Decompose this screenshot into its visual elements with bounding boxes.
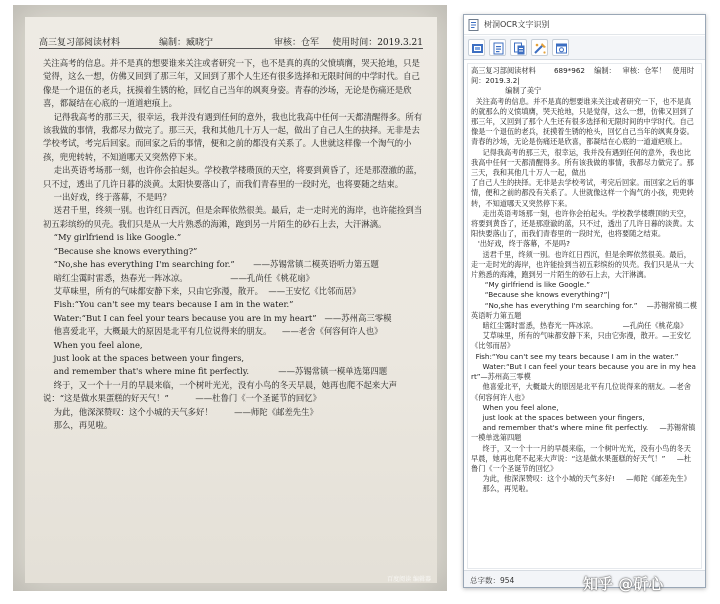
word-count-status: 总字数：954 [470,576,515,585]
copy-icon [512,41,527,56]
ocr-text-line: 暗红尘霭时雷悉，热春光一阵冰凉。 —孔尚任《桃花扇》 [471,321,688,331]
document-paragraph: 那么，再见啦。 [43,419,113,430]
document-paragraph: “No,she has everything I'm searching for.” ——苏锡常镇二模英语听力第五题 [43,259,379,270]
document-paragraph: 暗红尘霭时雷悉，热春光一阵冰凉。 ——孔尚任《桃花扇》 [43,272,314,283]
document-paragraph: 艾草味里，所有的气味都安静下来，只由它弥漫，散开。 ——王安忆《比邻而居》 [43,285,361,296]
header-date: 使用时间：2019.3.21 [332,38,423,48]
ocr-text-line: “My girlfriend is like Google.” [471,280,590,290]
ocr-text-line: 他喜爱北平，大概最大的原因是北平有几位说得来的朋友。—老舍《何容何许人也》 [471,382,691,402]
ocr-window [463,14,706,588]
ocr-text-line: “No,she has everything I'm searching for.” —苏锡常镇二模英语听力第五题 [471,300,697,320]
screenshot-button[interactable] [468,39,485,56]
ocr-text-line: 关注高考的信息。并不是真的想要谁来关注或者研究一下，也不是真的就那么的义愤填膺，哭天抢地，只是觉得，这么一想，仿佛又回到了那三年，又回到了那个人生还有很多选择和无限时间的中学时代。自己像是一个退伍的老兵，抚摸着生锈的枪头，回忆自己当年的飒爽身姿。青春的沙场，无论是伤痛还是欣喜，都凝结在心底的一道道疤痕上。 [471,96,694,147]
ocr-text-line: 终于，又一个十一月的早晨来临，一个树叶光光，没有小鸟的冬天早晨，她再也爬不起来大声说：“这是做水果蛋糕的好天气！” —杜鲁门《一个圣诞节的回忆》 [471,443,692,473]
document-paragraph: “Because she knows everything?” [43,245,198,256]
ocr-text-line: 走出英语考场那一刻，也许你会拍起头。学校教学楼瓒顶的天空，将要到黄昏了，还是那澄澈的蓝，只不过，透出了几许日暮的淡黄。太阳快要落山了，而我们青春里的一段时光，也将要随之结束。 [471,208,694,239]
settings-button[interactable] [552,39,569,56]
ocr-text-line: When you feel alone, [471,402,559,412]
ocr-result-textarea[interactable] [467,63,702,569]
ocr-result-text [468,64,701,497]
scanned-document-photo [13,5,447,591]
translate-button[interactable] [531,39,548,56]
toolbar [464,36,705,60]
header-reviewer: 审核：仓军 [274,38,320,48]
site-watermark: 知乎 @斫心 [583,575,664,593]
document-paragraph: 为此，他深深赞叹：这个小城的天气多好！ ——师陀《邮差先生》 [43,406,318,417]
photo-watermark: 百度阅读 编辑器 [387,576,431,583]
app-icon [468,19,480,31]
ocr-text-line: 那么，再见啦。 [471,484,533,494]
ocr-text-line: 编制了美宁 [471,86,542,96]
ocr-text-line: 记得我高考的那三天，很幸运，我并没有遇到任何的意外，我也比我高中任何一天都清醒得多。所有该我做的事情，我都尽力做完了。那三天，我和其他几十万人一起，做出 [471,147,694,178]
document-paragraph: Water:“But I can feel your tears because you are in my heart” ——苏州高三零模 [43,312,392,323]
document-paragraph: 关注高考的信息。并不是真的想要谁来关注或者研究一下，也不是真的真的父愤填膺，哭天抢地，只是觉得，这么一想，仿佛又回到了那三年，又回到了那个人生还有很多选择和无限时间的中学时代。自己像是一个退伍的老兵，抚摸着生锈的枪，回忆自己当年的飒爽身姿。青春的沙场，无论是伤痛还是欣喜，都凝结在心底的一道道疤痕上。 [43,58,420,109]
ocr-text-line: Fish:“You can't see my tears because I am in the water.” [471,351,679,361]
document-paragraph: and remember that's where mine fit perfectly. ——苏锡常镇一模单选第四题 [43,366,388,377]
ocr-text-line: and remember that's where mine fit perfectly. —苏锡常镇一模单选第四题 [471,423,696,443]
title-bar[interactable] [464,15,705,35]
ocr-text-line: “Because she knows everything?”| [471,290,610,300]
document-paragraph: 记得我高考的那三天，很幸运，我并没有遇到任何的意外，我也比我高中任何一天都清醒得多。所有该我做的事情，我都尽力做完了。那三天，我和其他几十万人一起，做出了自己人生的抉择。无非是去学校考试，考完后回家。而回家之后的事情，便和之前的都没有关系了。人世就这样像一个淘气的小孩，兜兜转转，不知道哪天又突然停下来。 [43,111,423,162]
document-paragraph: Fish:“You can't see my tears because I am in the water.” [43,299,294,310]
document-page [25,17,437,583]
ocr-text-line: 高三复习部阅读材料 689*962 编制： 审核：仓军！ 使用时间：2019.3.2| [471,66,695,86]
header-title: 高三复习部阅读材料 [39,38,121,48]
screenshot-icon [470,41,485,56]
ocr-text-line: '出好戏，终于落幕，不是吗? [471,239,570,249]
document-paragraph: 走出英语考场那一刻，也许你会拍起头。学校教学楼瓒顶的天空，将要到黄昏了，还是那澄澈的蓝，只不过，透出了几许日暮的淡黄。太阳快要落山了，而我们青春里的一段时光，也将要随之结束。 [43,165,423,189]
document-body [43,57,423,573]
header-editor: 编制：臧晓宁 [159,38,214,48]
ocr-text-line: 了自己人生的抉择。无非是去学校考试，考完后回家。而回家之后的事情，便和之前的都没有关系了。人世就像这样一个淘气的小孩，兜兜转转，不知道哪天又突然停下来。 [471,178,694,208]
open-image-button[interactable] [489,39,506,56]
window-title: 树洞OCR文字识别 [484,20,550,29]
translate-icon [533,41,548,56]
ocr-text-line: 为此，他深深赞叹：这个小城的天气多好! —师陀《邮差先生》 [471,474,691,484]
document-paragraph: When you feel alone, [43,339,143,350]
open-image-icon [491,41,506,56]
document-paragraph: 送君千里，终须一别。也许红日西沉，但是余晖依然很美。最后，走一走时光的海岸，也许能捡到当初五彩缤纷的贝壳。我们只是从一大片熟悉的海滩，跑到另一片陌生的砂石上去，大汗淋漓。 [43,205,423,229]
copy-button[interactable] [510,39,527,56]
ocr-text-line: just look at the spaces between your fingers, [471,412,645,422]
document-paragraph: just look at the spaces between your fingers, [43,352,245,363]
settings-icon [554,41,569,56]
document-header [39,27,423,49]
document-paragraph: 他喜爱北平，大概最大的原因是北平有几位说得来的朋友。 ——老舍《何容何许人也》 [43,326,383,337]
ocr-text-line: 送君千里，终须一别。也许红日西沉，但是余晖依然很美。最后，走一走时光的海岸，也许能捡到当初五彩缤纷的贝壳。我们只是从一大片熟悉的海滩，跑到另一片陌生的砂石上去，大汗淋漓。 [471,249,694,280]
document-paragraph: 一出好戏，终于落幕，不是吗？ [43,192,171,203]
document-paragraph: “My girlfriend is like Google.” [43,232,182,243]
document-paragraph: 终于，又一个十一月的早晨来临，一个树叶光光，没有小鸟的冬天早晨，她再也爬不起来大声说：“这是做水果蛋糕的好天气！” ——杜鲁门《一个圣诞节的回忆》 [43,379,398,404]
ocr-text-line: 艾草味里，所有的气味都安静下来，只由它弥漫，散开。—王安忆《比邻而居》 [471,331,691,351]
ocr-text-line: Water:“But I can feel your tears because you are in my heart”—苏州高三零模 [471,361,696,382]
